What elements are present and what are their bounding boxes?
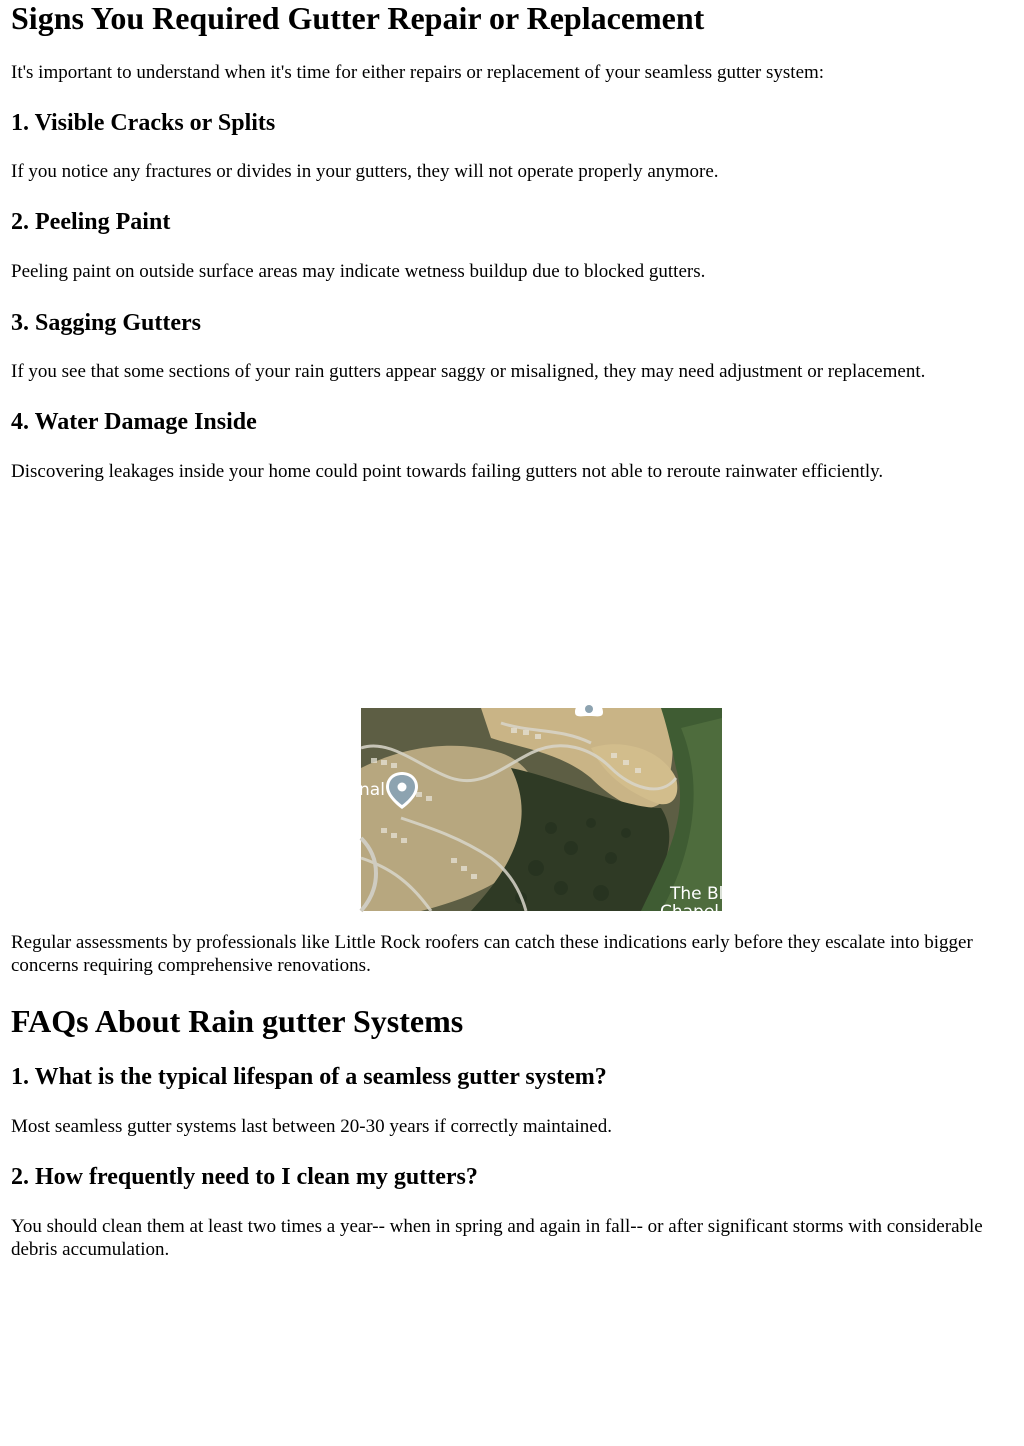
- faq-answer-1: Most seamless gutter systems last between 20-30 years if correctly maintained.: [11, 1116, 612, 1137]
- section-title: Signs You Required Gutter Repair or Replacement: [11, 0, 705, 36]
- sign-text-4: Discovering leakages inside your home could point towards failing gutters not able to reroute rainwater efficiently.: [11, 461, 884, 482]
- map-label-right-2: Chapel: [660, 902, 720, 922]
- sign-heading-4: 4. Water Damage Inside: [11, 409, 257, 435]
- sign-text-1: If you notice any fractures or divides in your gutters, they will not operate properly anymore.: [11, 161, 719, 182]
- map-embed[interactable]: [359, 708, 724, 922]
- intro-paragraph: It's important to understand when it's time for either repairs or replacement of your seamless gutter system:: [11, 62, 825, 83]
- map-pin-icon[interactable]: [575, 700, 603, 716]
- sign-text-2: Peeling paint on outside surface areas may indicate wetness buildup due to blocked gutters.: [11, 261, 706, 282]
- faq-question-1: 1. What is the typical lifespan of a seamless gutter system?: [11, 1064, 607, 1090]
- faq-answer-2: You should clean them at least two times a year-- when in spring and again in fall-- or after significant storms with considerable debris accumulation.: [11, 1216, 983, 1260]
- sign-text-3: If you see that some sections of your rain gutters appear saggy or misaligned, they may need adjustment or replacement.: [11, 361, 926, 382]
- faq-question-2: 2. How frequently need to I clean my gutters?: [11, 1164, 478, 1190]
- closing-paragraph: Regular assessments by professionals like Little Rock roofers can catch these indications early before they escalate into bigger concerns requiring comprehensive renovations.: [11, 932, 973, 976]
- sign-heading-2: 2. Peeling Paint: [11, 209, 171, 235]
- map-label-left: nal: [359, 780, 385, 800]
- faq-title: FAQs About Rain gutter Systems: [11, 1003, 464, 1039]
- map-label-right-1: The Bl: [670, 884, 724, 904]
- sign-heading-1: 1. Visible Cracks or Splits: [11, 110, 276, 136]
- sign-heading-3: 3. Sagging Gutters: [11, 310, 202, 336]
- satellite-map-image: [359, 708, 724, 922]
